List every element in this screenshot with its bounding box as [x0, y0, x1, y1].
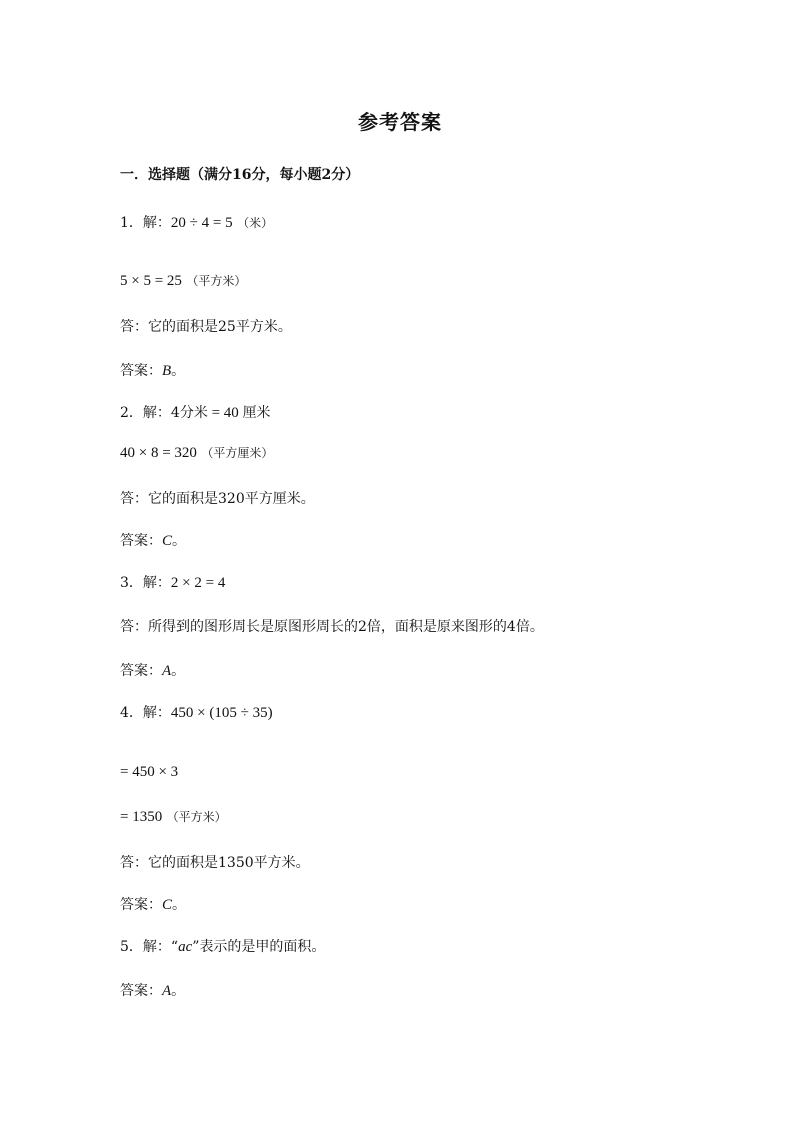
- q4-choice-letter: C: [162, 897, 173, 913]
- q5-choice-letter: A: [162, 983, 172, 999]
- q3-choice-letter: A: [162, 663, 172, 679]
- q3-choice: [120, 660, 185, 680]
- q4-choice-suffix: 。: [172, 897, 187, 913]
- q1-unit1: （米）: [237, 216, 274, 230]
- q4-choice: [120, 894, 186, 914]
- q5-choice: [120, 980, 185, 1000]
- q5-quote-close: ”: [192, 939, 200, 955]
- q2-line-1: [120, 402, 271, 422]
- section-heading: 一．选择题（满分16分，每小题2分）: [120, 167, 360, 183]
- q2-unit2: （平方厘米）: [201, 446, 274, 460]
- q4-line-3: [120, 808, 227, 826]
- q2-eq-mid: = 40: [207, 405, 243, 421]
- q4-prefix: 4．解：: [120, 705, 171, 721]
- q4-eq1: 450 × (105 ÷ 35): [170, 705, 273, 721]
- q4-eq2: = 450 × 3: [120, 764, 179, 780]
- q1-choice-prefix: 答案：: [120, 363, 162, 379]
- q5-quote-open: “: [170, 939, 179, 955]
- q1-eq2: 5 × 5 = 25: [120, 273, 182, 289]
- q1-unit2: （平方米）: [186, 274, 247, 288]
- q5-text: 表示的是甲的面积。: [199, 939, 326, 955]
- q1-choice-suffix: 。: [171, 363, 186, 379]
- q3-choice-suffix: 。: [171, 663, 186, 679]
- q2-text-b: 厘米: [242, 405, 271, 421]
- q2-eq2: 40 × 8 = 320: [120, 445, 197, 461]
- q5-choice-suffix: 。: [171, 983, 186, 999]
- q3-eq1: 2 × 2 = 4: [170, 575, 226, 591]
- q2-choice-letter: C: [162, 533, 173, 549]
- q4-line-2: [120, 764, 178, 781]
- q1-eq1: 20 ÷ 4 = 5: [170, 215, 233, 231]
- q3-prefix: 3．解：: [120, 575, 171, 591]
- q3-answer-text: 答：所得到的图形周长是原图形周长的2倍，面积是原来图形的4倍。: [120, 619, 544, 635]
- q5-prefix: 5．解：: [120, 939, 171, 955]
- q1-choice-letter: B: [162, 363, 172, 379]
- q2-text-a: 4分米: [170, 405, 208, 421]
- q1-choice: [120, 360, 185, 380]
- q1-answer-text: 答：它的面积是25平方米。: [120, 319, 292, 335]
- q1-prefix: 1．解：: [120, 215, 171, 231]
- q4-choice-prefix: 答案：: [120, 897, 162, 913]
- q2-choice-suffix: 。: [172, 533, 187, 549]
- q3-line-1: [120, 572, 225, 592]
- q2-choice-prefix: 答案：: [120, 533, 162, 549]
- q2-choice: [120, 530, 186, 550]
- q5-var: ac: [178, 939, 193, 955]
- q4-answer-text: 答：它的面积是1350平方米。: [120, 855, 310, 871]
- q4-eq3: = 1350: [120, 809, 163, 825]
- q4-line-1: [120, 702, 273, 722]
- q1-line-1: [120, 212, 273, 232]
- q5-choice-prefix: 答案：: [120, 983, 162, 999]
- q4-unit3: （平方米）: [166, 810, 227, 824]
- q5-line-1: [120, 936, 325, 956]
- q2-line-2: [120, 444, 273, 462]
- q2-prefix: 2．解：: [120, 405, 171, 421]
- page-title: 参考答案: [358, 110, 442, 134]
- q3-choice-prefix: 答案：: [120, 663, 162, 679]
- q1-line-2: [120, 272, 246, 290]
- q2-answer-text: 答：它的面积是320平方厘米。: [120, 491, 315, 507]
